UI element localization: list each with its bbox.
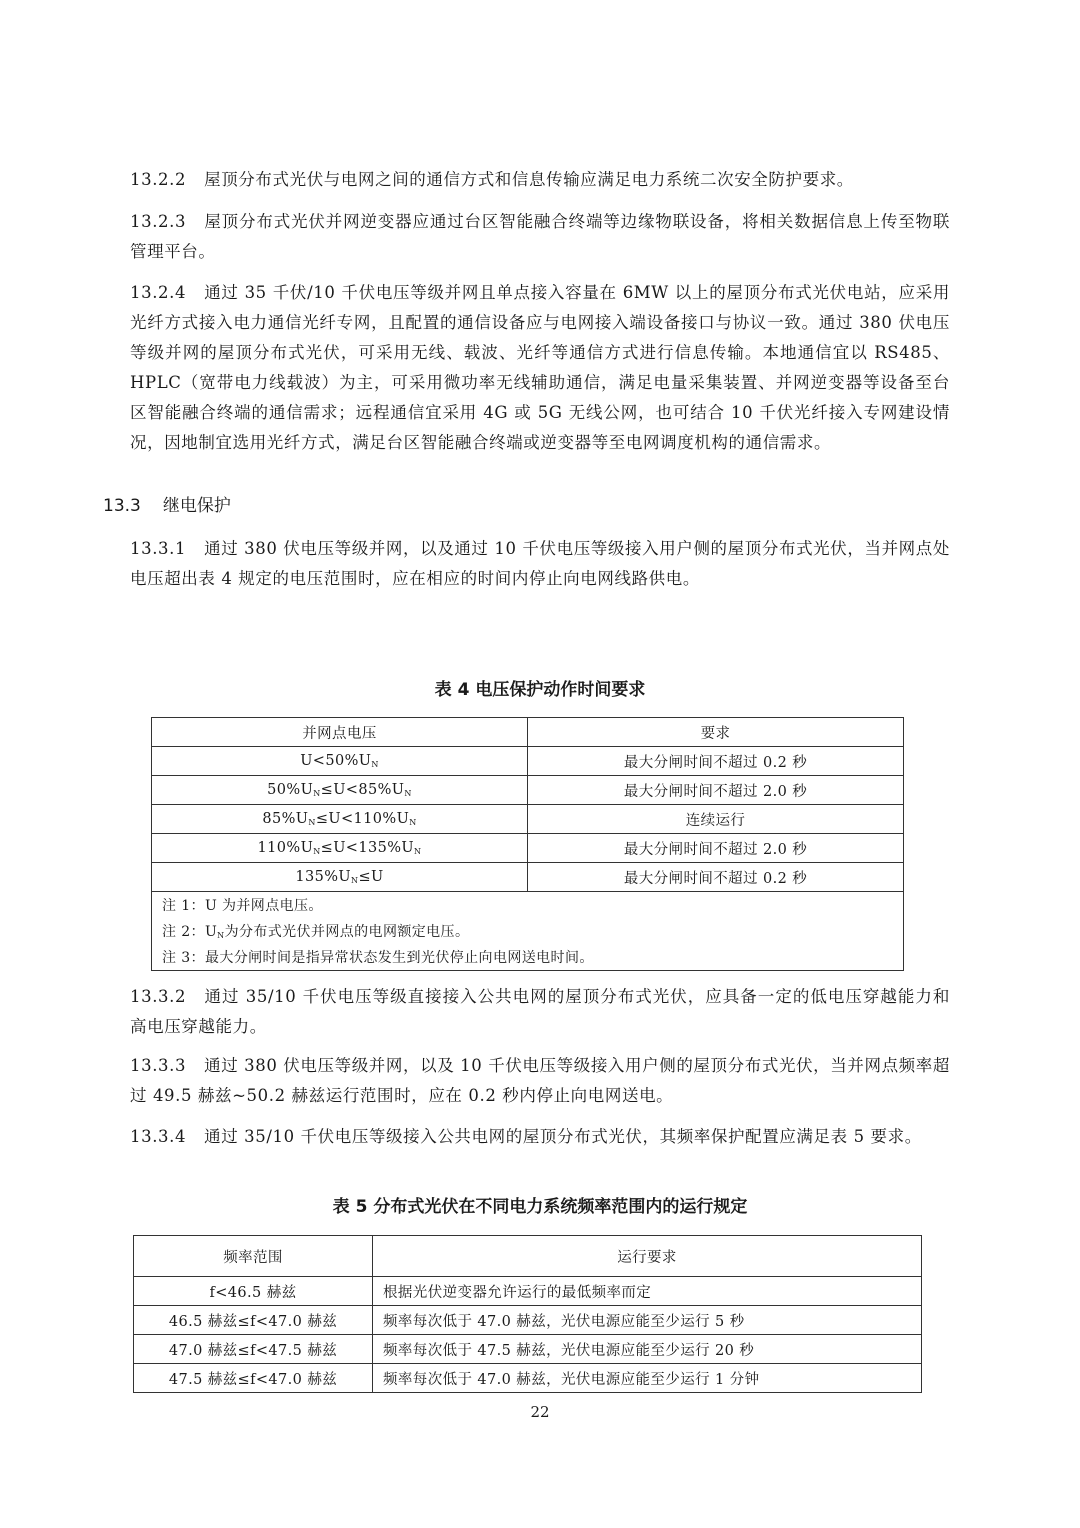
table-row xyxy=(134,1277,922,1306)
table-row xyxy=(134,1364,922,1393)
table4-voltage-cell: $85\%U_N\le U<110\%U_N$ xyxy=(152,805,528,834)
table4-voltage-cell: $135\%U_N\le U$ xyxy=(152,863,528,892)
table4-note: 注 3：最大分闸时间是指异常状态发生到光伏停止向电网送电时间。 xyxy=(152,944,904,971)
table5-frequency-cell: 47.5 赫兹≤f<47.0 赫兹 xyxy=(134,1364,373,1393)
table4-note: 注 2：$U_N$为分布式光伏并网点的电网额定电压。 xyxy=(152,918,904,944)
table-row xyxy=(152,834,904,863)
table4-header-voltage: 并网点电压 xyxy=(152,718,528,747)
clause-13-2-2: 13.2.2 屋顶分布式光伏与电网之间的通信方式和信息传输应满足电力系统二次安全防护要求。 xyxy=(130,170,854,189)
table4-voltage-cell: $U<50\%U_N$ xyxy=(152,747,528,776)
table-row xyxy=(134,1335,922,1364)
table-row xyxy=(152,747,904,776)
table-4 xyxy=(151,717,904,971)
section-heading-13-3: 13.3 继电保护 xyxy=(103,496,231,516)
table5-header-frequency: 频率范围 xyxy=(134,1236,373,1277)
table5-frequency-cell: 46.5 赫兹≤f<47.0 赫兹 xyxy=(134,1306,373,1335)
table5-header-operation: 运行要求 xyxy=(373,1236,922,1277)
table-row xyxy=(152,776,904,805)
table-row xyxy=(152,863,904,892)
clause-13-3-4: 13.3.4 通过 35/10 千伏电压等级接入公共电网的屋顶分布式光伏，其频率保护配置应满足表 5 要求。 xyxy=(130,1127,922,1146)
table4-requirement-cell: 最大分闸时间不超过 2.0 秒 xyxy=(528,834,904,863)
clause-13-2-4: 13.2.4 通过 35 千伏/10 千伏电压等级并网且单点接入容量在 6MW 以上的屋顶分布式光伏电站，应采用光纤方式接入电力通信光纤专网，且配置的通信设备应与电网接入端设备接口与协议一致。通过 380 伏电压等级并网的屋顶分布式光伏，可采用无线、载波、光纤等通信方式进行信息传输。本地通信宜以 RS485、HPLC（宽带电力线载波）为主，可采用微功率无线辅助通信，满足电量采集装置、并网逆变器等设备至台区智能融合终端的通信需求；远程通信宜采用 4G 或 5G 无线公网，也可结合 10 千伏光纤接入专网建设情况，因地制宜选用光纤方式，满足台区智能融合终端或逆变器等至电网调度机构的通信需求。 xyxy=(130,283,950,452)
table-row xyxy=(134,1306,922,1335)
table4-voltage-cell: $110\%U_N\le U<135\%U_N$ xyxy=(152,834,528,863)
table4-requirement-cell: 连续运行 xyxy=(528,805,904,834)
table5-caption: 表 5 分布式光伏在不同电力系统频率范围内的运行规定 xyxy=(332,1197,748,1217)
table5-operation-cell: 频率每次低于 47.5 赫兹，光伏电源应能至少运行 20 秒 xyxy=(373,1335,922,1364)
clause-13-2-3: 13.2.3 屋顶分布式光伏并网逆变器应通过台区智能融合终端等边缘物联设备，将相关数据信息上传至物联管理平台。 xyxy=(130,212,950,261)
clause-13-3-1: 13.3.1 通过 380 伏电压等级并网，以及通过 10 千伏电压等级接入用户侧的屋顶分布式光伏，当并网点处电压超出表 4 规定的电压范围时，应在相应的时间内停止向电网线路供电。 xyxy=(130,539,950,588)
table4-requirement-cell: 最大分闸时间不超过 0.2 秒 xyxy=(528,863,904,892)
table4-header-requirement: 要求 xyxy=(528,718,904,747)
table5-operation-cell: 根据光伏逆变器允许运行的最低频率而定 xyxy=(373,1277,922,1306)
table5-operation-cell: 频率每次低于 47.0 赫兹，光伏电源应能至少运行 1 分钟 xyxy=(373,1364,922,1393)
clause-13-3-3: 13.3.3 通过 380 伏电压等级并网，以及 10 千伏电压等级接入用户侧的屋顶分布式光伏，当并网点频率超过 49.5 赫兹~50.2 赫兹运行范围时，应在 0.2 秒内停止向电网送电。 xyxy=(130,1056,950,1105)
clause-13-3-2: 13.3.2 通过 35/10 千伏电压等级直接接入公共电网的屋顶分布式光伏，应具备一定的低电压穿越能力和高电压穿越能力。 xyxy=(130,987,950,1036)
table5-operation-cell: 频率每次低于 47.0 赫兹，光伏电源应能至少运行 5 秒 xyxy=(373,1306,922,1335)
table4-requirement-cell: 最大分闸时间不超过 0.2 秒 xyxy=(528,747,904,776)
table5-frequency-cell: 47.0 赫兹≤f<47.5 赫兹 xyxy=(134,1335,373,1364)
table4-note: 注 1：U 为并网点电压。 xyxy=(152,892,904,919)
table-5 xyxy=(133,1235,922,1393)
page-number: 22 xyxy=(530,1403,550,1421)
table5-frequency-cell: f<46.5 赫兹 xyxy=(134,1277,373,1306)
table4-requirement-cell: 最大分闸时间不超过 2.0 秒 xyxy=(528,776,904,805)
table4-voltage-cell: $50\%U_N\le U<85\%U_N$ xyxy=(152,776,528,805)
table-row xyxy=(152,805,904,834)
table4-caption: 表 4 电压保护动作时间要求 xyxy=(434,680,646,700)
